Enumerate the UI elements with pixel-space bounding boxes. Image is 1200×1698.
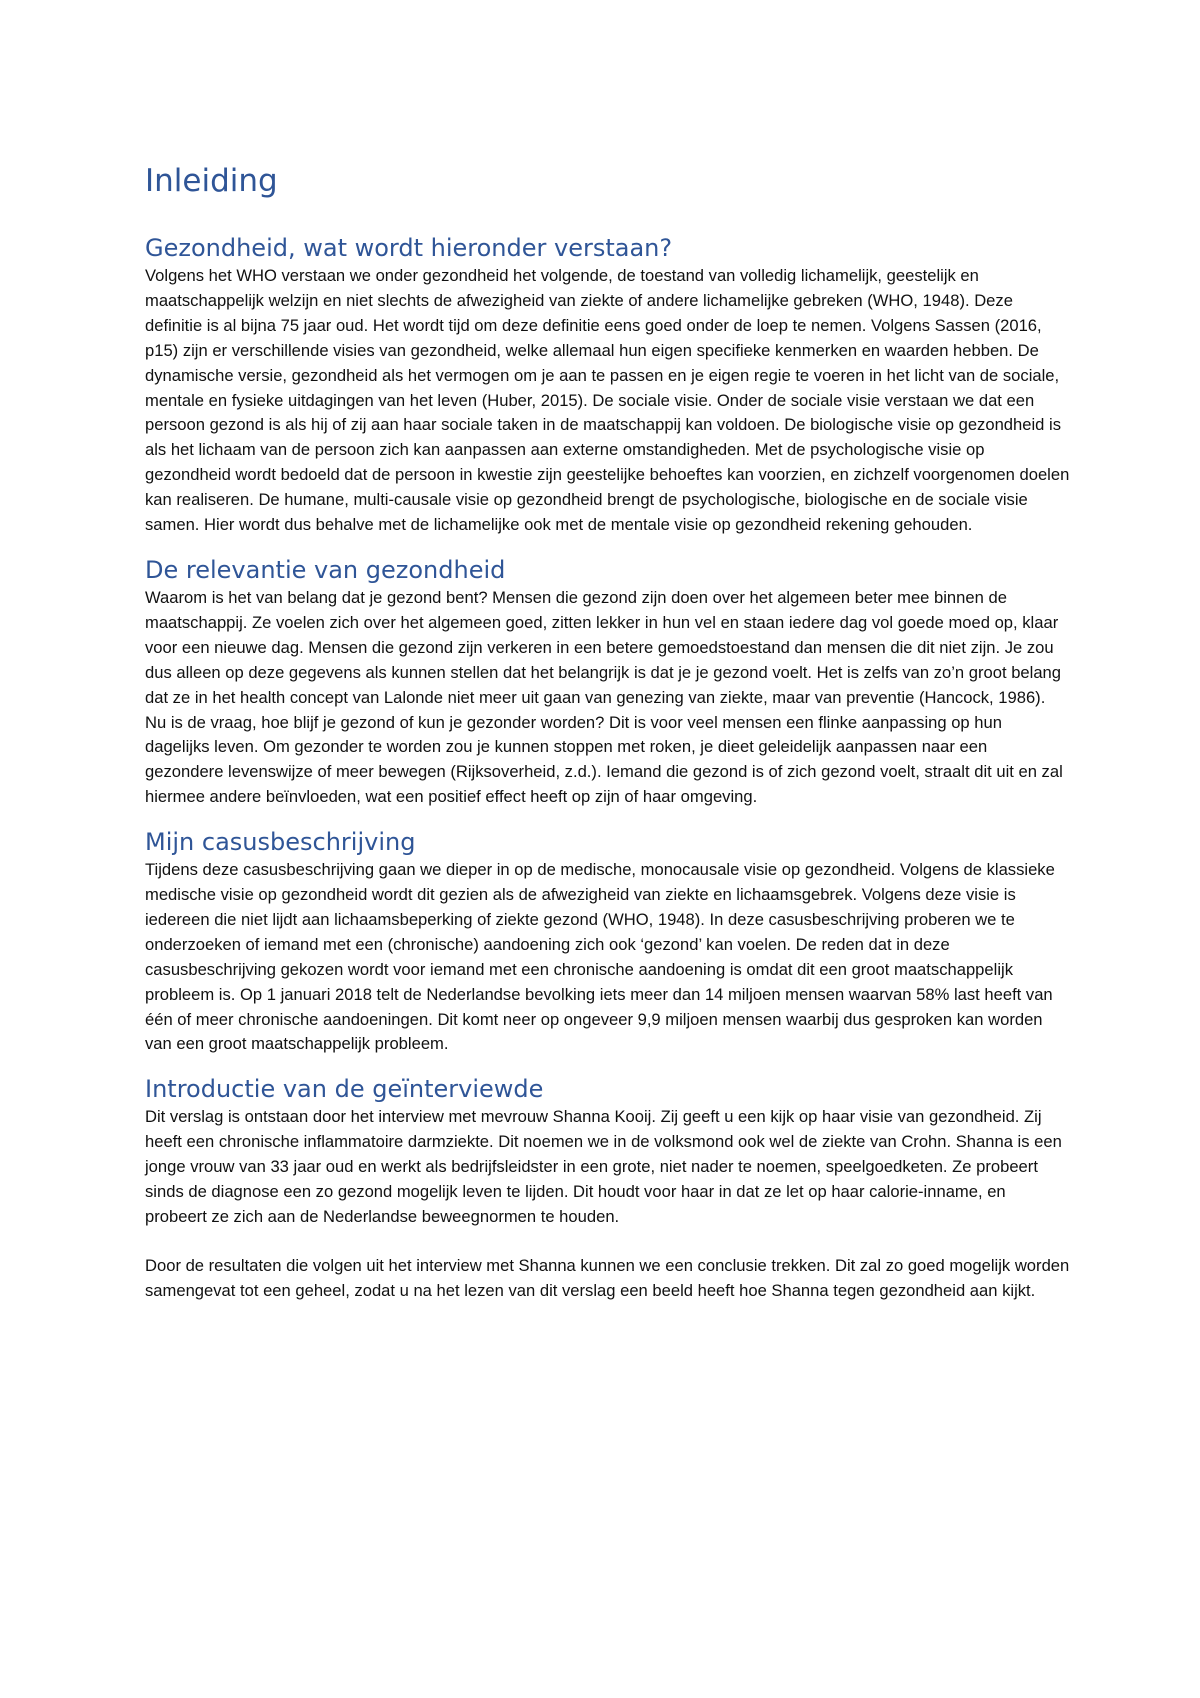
section-paragraph: Volgens het WHO verstaan we onder gezondheid het volgende, de toestand van volledig lichamelijk, geestelijk en maatschappelijk welzijn en niet slechts de afwezigheid van ziekte of andere lichamelijke gebreken (WHO, 1948). Deze definitie is al bijna 75 jaar oud. Het wordt tijd om deze definitie eens goed onder de loep te nemen. Volgens Sassen (2016, p15) zijn er verschillende visies van gezondheid, welke allemaal hun eigen specifieke kenmerken en waarden hebben. De dynamische versie, gezondheid als het vermogen om je aan te passen en je eigen regie te voeren in het licht van de sociale, mentale en fysieke uitdagingen van het leven (Huber, 2015). De sociale visie. Onder de sociale visie verstaan we dat een persoon gezond is als hij of zij aan haar sociale taken in de maatschappij kan voldoen. De biologische visie op gezondheid is als het lichaam van de persoon zich kan aanpassen aan externe omstandigheden. Met de psychologische visie op gezondheid wordt bedoeld dat de persoon in kwestie zijn geestelijke behoeftes kan voorzien, en zichzelf voorgenomen doelen kan realiseren. De humane, multi-causale visie op gezondheid brengt de psychologische, biologische en de sociale visie samen. Hier wordt dus behalve met de lichamelijke ook met de mentale visie op gezondheid rekening gehouden. — [145, 266, 1070, 535]
section-paragraph: Door de resultaten die volgen uit het interview met Shanna kunnen we een conclusie trekken. Dit zal zo goed mogelijk worden samengevat tot een geheel, zodat u na het lezen van dit verslag een beeld heeft hoe Shanna tegen gezondheid aan kijkt. — [145, 1255, 1070, 1300]
section-gezondheid — [145, 232, 1070, 538]
section-introductie — [145, 1073, 1070, 1303]
section-casusbeschrijving — [145, 826, 1070, 1057]
section-paragraph: Waarom is het van belang dat je gezond bent? Mensen die gezond zijn doen over het algemeen beter mee binnen de maatschappij. Ze voelen zich over het algemeen goed, zitten lekker in hun vel en staan iedere dag vol goede moed op, klaar voor een nieuwe dag. Mensen die gezond zijn verkeren in een betere gemoedstoestand dan mensen die dit niet zijn. Je zou dus alleen op deze gegevens als kunnen stellen dat het belangrijk is dat je je gezond voelt. Het is zelfs van zo’n groot belang dat ze in het health concept van Lalonde niet meer uit gaan van genezing van ziekte, maar van preventie (Hancock, 1986). Nu is de vraag, hoe blijf je gezond of kun je gezonder worden? Dit is voor veel mensen een flinke aanpassing op hun dagelijks leven. Om gezonder te worden zou je kunnen stoppen met roken, je dieet geleidelijk aanpassen naar een gezondere levenswijze of meer bewegen (Rijksoverheid, z.d.). Iemand die gezond is of zich gezond voelt, straalt dit uit en zal hiermee andere beïnvloeden, wat een positief effect heeft op zijn of haar omgeving. — [145, 587, 1063, 807]
section-relevantie — [145, 554, 1070, 810]
section-heading: Gezondheid, wat wordt hieronder verstaan? — [145, 234, 673, 262]
section-heading: Mijn casusbeschrijving — [145, 828, 416, 857]
section-paragraph: Tijdens deze casusbeschrijving gaan we dieper in op de medische, monocausale visie op gezondheid. Volgens de klassieke medische visie op gezondheid wordt dit gezien als de afwezigheid van ziekte en lichaamsgebrek. Volgens deze visie is iedereen die niet lijdt aan lichaamsbeperking of ziekte gezond (WHO, 1948). In deze casusbeschrijving proberen we te onderzoeken of iemand met een (chronische) aandoening zich ook ‘gezond’ kan voelen. De reden dat in deze casusbeschrijving gekozen wordt voor iemand met een chronische aandoening is omdat dit een groot maatschappelijk probleem is. Op 1 januari 2018 telt de Nederlandse bevolking iets meer dan 14 miljoen mensen waarvan 58% last heeft van één of meer chronische aandoeningen. Dit komt neer op ongeveer 9,9 miljoen mensen waarbij dus gesproken kan worden van een groot maatschappelijk probleem. — [145, 860, 1055, 1054]
section-heading: De relevantie van gezondheid — [145, 555, 506, 584]
section-heading: Introductie van de geïnterviewde — [145, 1075, 544, 1104]
document-page — [145, 160, 1070, 1320]
section-paragraph: Dit verslag is ontstaan door het interview met mevrouw Shanna Kooij. Zij geeft u een kijk op haar visie van gezondheid. Zij heeft een chronische inflammatoire darmziekte. Dit noemen we in de volksmond ook wel de ziekte van Crohn. Shanna is een jonge vrouw van 33 jaar oud en werkt als bedrijfsleidster in een grote, niet nader te noemen, speelgoedketen. Ze probeert sinds de diagnose een zo gezond mogelijk leven te lijden. Dit houdt voor haar in dat ze let op haar calorie-inname, en probeert ze zich aan de Nederlandse beweegnormen te houden. — [145, 1107, 1062, 1226]
document-title: Inleiding — [145, 163, 278, 199]
